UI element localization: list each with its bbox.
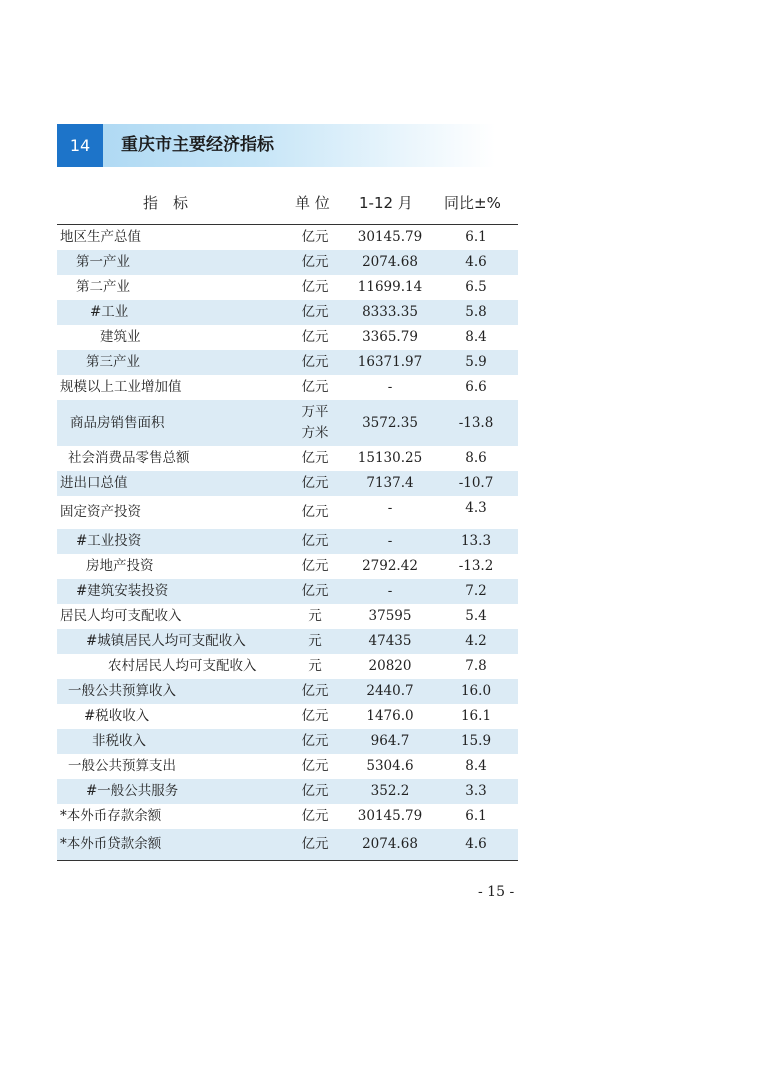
row-yoy: -10.7 [458,475,494,491]
table-row [57,629,518,654]
row-value: 16371.97 [357,354,423,370]
row-yoy: 6.1 [465,229,487,245]
row-yoy: 3.3 [465,783,487,799]
table-row [57,779,518,804]
row-unit: 亿元 [301,304,329,320]
header-unit: 单 位 [295,194,330,212]
row-value: 1476.0 [366,708,414,724]
row-value: 2440.7 [366,683,414,699]
table-row [57,225,518,250]
row-name: 非税收入 [92,733,146,749]
row-value: 8333.35 [362,304,418,320]
row-name: #税收收入 [84,708,150,724]
row-yoy: 16.0 [460,683,492,699]
row-name: 建筑业 [100,329,141,345]
row-unit: 亿元 [301,229,329,245]
row-value: 3572.35 [362,415,418,431]
row-name: #工业投资 [76,533,142,549]
row-unit: 亿元 [301,558,329,574]
row-value: - [387,533,393,549]
row-unit: 元 [308,658,322,674]
header-indicator: 指 标 [143,194,189,212]
table-row [57,704,518,729]
row-name: 规模以上工业增加值 [60,379,182,395]
row-name: #工业 [90,304,129,320]
row-unit: 亿元 [301,683,329,699]
row-unit: 亿元 [301,450,329,466]
row-value: 47435 [368,633,412,649]
table-row [57,400,518,446]
row-yoy: 8.4 [465,758,487,774]
row-unit: 亿元 [301,504,329,520]
table-row [57,250,518,275]
section-title-bar [57,124,495,167]
table-header [57,186,518,225]
row-name: 商品房销售面积 [70,415,165,431]
row-unit: 亿元 [301,329,329,345]
section-title: 重庆市主要经济指标 [121,135,274,155]
row-unit: 亿元 [301,733,329,749]
row-unit: 亿元 [301,583,329,599]
table-row [57,554,518,579]
row-value: 30145.79 [357,229,423,245]
row-unit: 亿元 [301,533,329,549]
row-yoy: 4.2 [465,633,487,649]
row-name: #城镇居民人均可支配收入 [86,633,246,649]
row-yoy: 4.6 [465,836,487,852]
table-row [57,325,518,350]
table-row [57,471,518,496]
row-yoy: 6.5 [465,279,487,295]
row-unit: 亿元 [301,379,329,395]
row-value: 30145.79 [357,808,423,824]
row-yoy: 4.3 [465,500,487,516]
table-row [57,375,518,400]
header-period: 1-12 月 [359,194,413,212]
row-unit: 亿元 [301,475,329,491]
row-unit: 亿元 [301,279,329,295]
table-row [57,604,518,629]
row-name: 第二产业 [76,279,130,295]
row-name: *本外币存款余额 [60,808,162,824]
row-yoy: 4.6 [465,254,487,270]
row-yoy: 13.3 [460,533,492,549]
row-yoy: 5.8 [465,304,487,320]
row-value: 15130.25 [357,450,423,466]
row-yoy: 15.9 [460,733,492,749]
table-row [57,496,518,529]
row-yoy: 5.4 [465,608,487,624]
header-yoy: 同比±% [444,194,501,212]
page-number: - 15 - [478,884,515,900]
row-value: - [387,379,393,395]
row-name: 农村居民人均可支配收入 [108,658,257,674]
row-value: 3365.79 [362,329,418,345]
row-value: 7137.4 [366,475,414,491]
row-yoy: -13.8 [458,415,494,431]
table-row [57,679,518,704]
table-row [57,654,518,679]
row-unit: 亿元 [301,783,329,799]
economic-indicators-table [57,186,518,861]
table-row [57,829,518,861]
row-name: *本外币贷款余额 [60,836,162,852]
row-yoy: 16.1 [460,708,492,724]
row-name: #一般公共服务 [86,783,179,799]
table-row [57,579,518,604]
row-yoy: 8.4 [465,329,487,345]
row-name: 进出口总值 [60,475,128,491]
row-yoy: 8.6 [465,450,487,466]
row-yoy: -13.2 [458,558,494,574]
row-unit: 亿元 [301,836,329,852]
row-unit: 元 [308,633,322,649]
table-row [57,275,518,300]
row-name: 一般公共预算收入 [68,683,176,699]
row-yoy: 7.2 [465,583,487,599]
row-value: 964.7 [370,733,410,749]
row-yoy: 6.6 [465,379,487,395]
table-row [57,446,518,471]
row-name: #建筑安装投资 [76,583,169,599]
row-name: 居民人均可支配收入 [60,608,182,624]
row-name: 第一产业 [76,254,130,270]
row-yoy: 7.8 [465,658,487,674]
row-yoy: 6.1 [465,808,487,824]
row-name: 房地产投资 [86,558,154,574]
table-row [57,754,518,779]
row-value: 37595 [368,608,412,624]
table-row [57,350,518,375]
row-name: 地区生产总值 [60,229,141,245]
row-yoy: 5.9 [465,354,487,370]
row-value: 20820 [368,658,412,674]
row-unit: 亿元 [301,354,329,370]
row-value: 2792.42 [362,558,418,574]
row-unit: 亿元 [301,708,329,724]
row-value: 11699.14 [357,279,423,295]
row-name: 固定资产投资 [60,504,141,520]
row-value: 352.2 [370,783,410,799]
row-value: 2074.68 [362,254,418,270]
row-name: 第三产业 [86,354,140,370]
table-row [57,729,518,754]
row-unit: 亿元 [301,758,329,774]
row-name: 社会消费品零售总额 [68,450,190,466]
row-value: - [387,500,393,516]
row-unit: 亿元 [301,254,329,270]
row-unit: 万平方米 [301,404,329,441]
row-value: 5304.6 [366,758,414,774]
table-row [57,300,518,325]
table-row [57,529,518,554]
row-value: - [387,583,393,599]
row-unit: 元 [308,608,322,624]
row-unit: 亿元 [301,808,329,824]
table-row [57,804,518,829]
row-name: 一般公共预算支出 [68,758,176,774]
row-value: 2074.68 [362,836,418,852]
section-number: 14 [57,124,103,167]
